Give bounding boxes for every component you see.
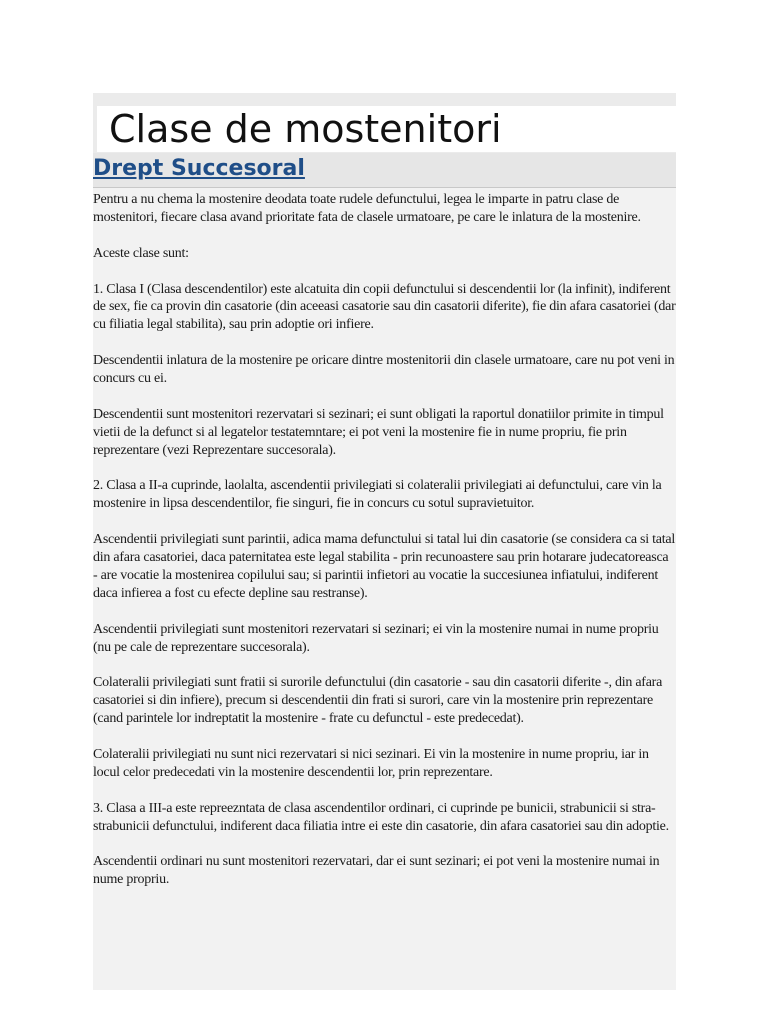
paragraph: Aceste clase sunt:	[93, 245, 189, 261]
paragraph: Colateralii privilegiati nu sunt nici rezervatari si nici sezinari. Ei vin la mostenire in nume propriu, iar in locul celor predecedati vin la mostenire descendentii lor, prin reprezentare.	[93, 746, 649, 780]
paragraph: Ascendentii privilegiati sunt parintii, adica mama defunctului si tatal lui din casatorie (se considera ca si tatal din afara casatoriei, daca paternitatea este legal stabilita - prin recunoastere sau prin hotarare judecatoreasca - are vocatie la mostenirea copilului sau; si parintii infietori au vocatie la succesiunea infiatului, indiferent daca infierea a fost cu efecte depline sau restranse).	[93, 532, 675, 601]
paragraph: Pentru a nu chema la mostenire deodata toate rudele defunctului, legea le imparte in patru clase de mostenitori, fiecare clasa avand prioritate fata de clasele urmatoare, pe care le inlatura de la mostenire.	[93, 192, 641, 225]
document-body	[93, 191, 676, 907]
document-title: Clase de mostenitori	[109, 107, 502, 151]
paragraph: 1. Clasa I (Clasa descendentilor) este alcatuita din copii defunctului si descendentii lor (la infinit), indiferent de sex, fie ca provin din casatorie (din aceeasi casatorie sau din casatorii diferite), fie din afara casatoriei (dar cu filiatia legal stabilita), sau prin adoptie ori infiere.	[93, 281, 676, 333]
paragraph: 2. Clasa a II-a cuprinde, laolalta, ascendentii privilegiati si colateralii privilegiati ai defunctului, care vin la mostenire in lipsa descendentilor, fie singuri, fie in concurs cu sotul supravietuitor.	[93, 478, 662, 512]
document-page	[93, 93, 676, 990]
paragraph: Colateralii privilegiati sunt fratii si surorile defunctului (din casatorie - sau din casatorii diferite -, din afara casatoriei si din infiere), precum si descendentii din frati si surori, care vin la mostenire prin reprezentare (cand parintele lor indreptatit la mostenire - frate cu defunctul - este predecedat).	[93, 675, 663, 727]
title-bar	[93, 93, 676, 153]
document-subtitle-link[interactable]: Drept Succesoral	[93, 156, 305, 181]
paragraph: Descendentii inlatura de la mostenire pe oricare dintre mostenitorii din clasele urmatoare, care nu pot veni in concurs cu ei.	[93, 353, 675, 387]
paragraph: Ascendentii ordinari nu sunt mostenitori rezervatari, dar ei sunt sezinari; ei pot veni la mostenire numai in nume propriu.	[93, 854, 660, 888]
title-box	[97, 106, 676, 152]
paragraph: 3. Clasa a III-a este repreezntata de clasa ascendentilor ordinari, ci cuprinde pe bunicii, strabunicii si stra-strabunicii defunctului, indiferent daca filiatia intre ei este din casatorie, din afara casatoriei sau din adoptie.	[93, 800, 669, 834]
subtitle-bar	[93, 153, 676, 188]
paragraph: Descendentii sunt mostenitori rezervatari si sezinari; ei sunt obligati la raportul donatiilor primite in timpul vietii de la defunct si al legatelor testatemntare; ei pot veni la mostenire fie in nume propriu, fie prin reprezentare (vezi Reprezentare succesorala).	[93, 406, 664, 458]
paragraph: Ascendentii privilegiati sunt mostenitori rezervatari si sezinari; ei vin la mostenire numai in nume propriu (nu pe cale de reprezentare succesorala).	[93, 621, 659, 655]
